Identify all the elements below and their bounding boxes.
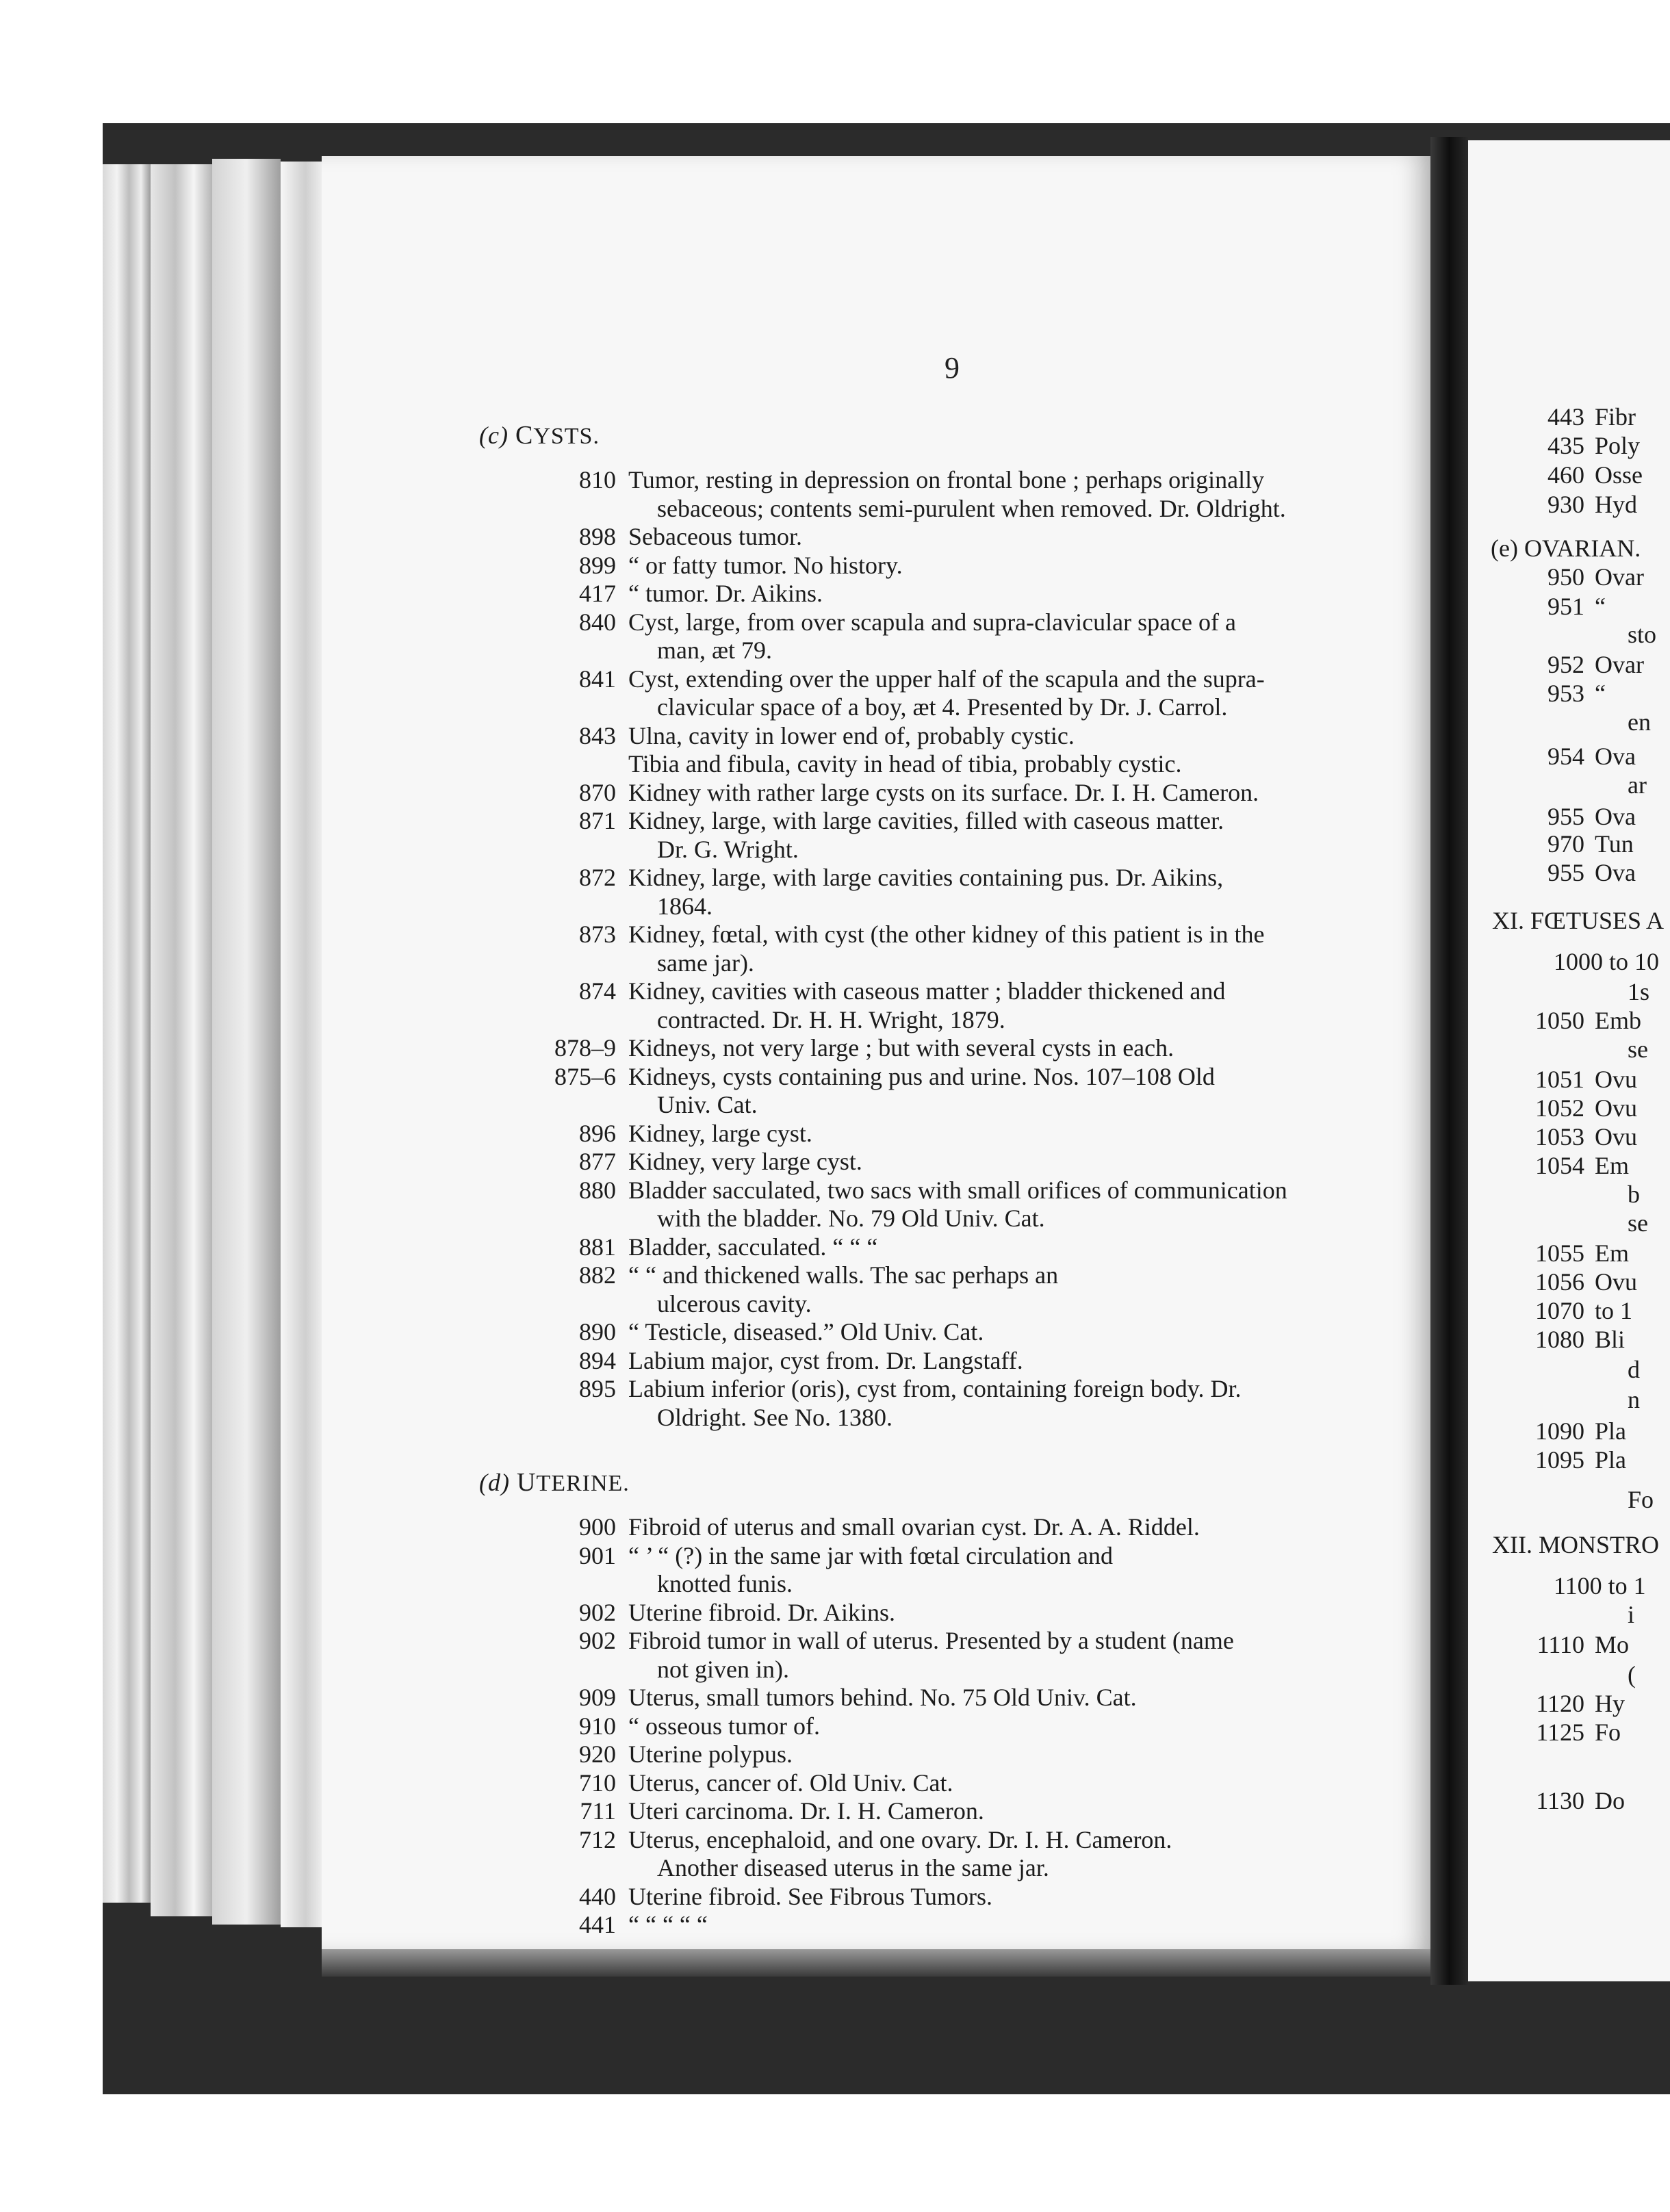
entry-number: 871: [579, 807, 616, 834]
right-entry-text: i: [1628, 1601, 1635, 1628]
entry-text: Kidney, fœtal, with cyst (the other kidney of this patient is in the: [628, 921, 1265, 948]
entry-text: Kidney, cavities with caseous matter ; bladder thickened and: [628, 977, 1226, 1005]
entry-text: Cyst, extending over the upper half of the scapula and the supra-: [628, 665, 1265, 693]
right-entry-text: Ovar: [1595, 651, 1644, 678]
entry-text: “ or fatty tumor. No history.: [628, 551, 903, 579]
entry-text: Kidneys, not very large ; but with several cysts in each.: [628, 1034, 1174, 1062]
entry-text: Sebaceous tumor.: [628, 523, 802, 550]
entry-text: with the bladder. No. 79 Old Univ. Cat.: [657, 1205, 1045, 1232]
entry-text: Kidney, large cyst.: [628, 1119, 812, 1147]
right-entry-number: 950: [1547, 563, 1584, 591]
right-entry-number: 1090: [1535, 1417, 1584, 1445]
entry-text: “ osseous tumor of.: [628, 1712, 820, 1740]
entry-number: 901: [579, 1541, 616, 1569]
entry-number: 920: [579, 1740, 616, 1768]
right-entry-text: Hy: [1595, 1690, 1625, 1717]
entry-text: clavicular space of a boy, æt 4. Presented by Dr. J. Carrol.: [657, 693, 1228, 721]
right-entry-text: Bli: [1595, 1326, 1626, 1353]
right-entry-number: 930: [1547, 491, 1584, 518]
right-entry-text: “: [1595, 593, 1606, 620]
entry-text: Fibroid of uterus and small ovarian cyst. Dr. A. A. Riddel.: [628, 1513, 1200, 1541]
entry-text: Labium inferior (oris), cyst from, containing foreign body. Dr.: [628, 1375, 1242, 1402]
entry-text: Tibia and fibula, cavity in head of tibia, probably cystic.: [628, 750, 1182, 777]
entry-number: 900: [579, 1513, 616, 1541]
entry-number: 843: [579, 721, 616, 749]
right-entry-number: 952: [1547, 651, 1584, 678]
entry-number: 882: [579, 1261, 616, 1289]
right-entry-number: 953: [1547, 680, 1584, 707]
right-entry-text: Fo: [1595, 1719, 1621, 1746]
right-entry-number: 1054: [1535, 1152, 1584, 1179]
entry-text: Bladder sacculated, two sacs with small orifices of communication: [628, 1176, 1287, 1204]
entry-number: 710: [579, 1769, 616, 1797]
right-entry-text: Em: [1595, 1239, 1629, 1267]
right-entry-number: 1050: [1535, 1007, 1584, 1034]
entry-text: Fibroid tumor in wall of uterus. Presented by a student (name: [628, 1627, 1234, 1654]
right-entry-text: Ovu: [1595, 1066, 1637, 1093]
entry-text: “ “ “ “ “: [628, 1911, 708, 1938]
right-entry-text: Fo: [1628, 1486, 1654, 1513]
entry-text: contracted. Dr. H. H. Wright, 1879.: [657, 1005, 1005, 1033]
entry-number: 902: [579, 1627, 616, 1654]
entry-text: Oldright. See No. 1380.: [657, 1403, 892, 1431]
right-entry-text: n: [1628, 1386, 1640, 1413]
right-entry-text: Ova: [1595, 743, 1636, 770]
entry-text: “ tumor. Dr. Aikins.: [628, 580, 823, 607]
entry-text: Kidney with rather large cysts on its surface. Dr. I. H. Cameron.: [628, 778, 1259, 806]
entry-text: knotted funis.: [657, 1570, 793, 1597]
entry-number: 841: [579, 665, 616, 693]
entry-number: 878–9: [554, 1034, 616, 1062]
entry-text: Dr. G. Wright.: [657, 835, 799, 863]
entry-text: Ulna, cavity in lower end of, probably cystic.: [628, 721, 1075, 749]
entry-number: 874: [579, 977, 616, 1005]
entry-text: Uterus, cancer of. Old Univ. Cat.: [628, 1769, 953, 1797]
right-entry-number: 1055: [1535, 1239, 1584, 1267]
entry-text: Tumor, resting in depression on frontal bone ; perhaps originally: [628, 466, 1265, 493]
section-letter: (c): [479, 422, 515, 449]
section-title-rest: YSTS.: [533, 424, 600, 449]
entry-number: 711: [580, 1797, 616, 1825]
right-entry-text: Do: [1595, 1787, 1625, 1814]
right-section-heading: XII. MONSTRO: [1492, 1531, 1660, 1558]
right-entry-number: 955: [1547, 803, 1584, 830]
entry-number: 902: [579, 1598, 616, 1626]
entry-text: Kidneys, cysts containing pus and urine. Nos. 107–108 Old: [628, 1062, 1215, 1090]
right-entry-text: (: [1628, 1661, 1636, 1688]
section-title-initial: U: [516, 1468, 537, 1497]
entry-text: “ ’ “ (?) in the same jar with fœtal circulation and: [628, 1541, 1114, 1569]
right-entry-text: Osse: [1595, 461, 1643, 489]
right-entry-number: 1125: [1536, 1719, 1584, 1746]
entry-number: 894: [579, 1346, 616, 1374]
section-title-rest: TERINE.: [536, 1471, 630, 1496]
right-entry-number: 435: [1547, 432, 1584, 459]
entry-text: Kidney, large, with large cavities, filled with caseous matter.: [628, 807, 1224, 834]
right-entry-number: 1000 to 10: [1554, 948, 1660, 975]
entry-number: 910: [579, 1712, 616, 1740]
entry-number: 417: [579, 580, 616, 607]
entry-number: 881: [579, 1233, 616, 1261]
entry-number: 441: [579, 1911, 616, 1938]
entry-text: 1864.: [657, 892, 712, 920]
entry-number: 810: [579, 466, 616, 493]
entry-text: Bladder, sacculated. “ “ “: [628, 1233, 878, 1261]
entry-text: Uterus, encephaloid, and one ovary. Dr. I. H. Cameron.: [628, 1825, 1172, 1853]
right-entry-number: 970: [1547, 830, 1584, 858]
right-entry-text: sto: [1628, 621, 1657, 648]
section-title-initial: C: [515, 421, 534, 450]
right-entry-text: se: [1628, 1036, 1648, 1063]
right-entry-text: Pla: [1595, 1446, 1627, 1474]
right-entry-number: 1053: [1535, 1123, 1584, 1150]
entry-number: 875–6: [554, 1062, 616, 1090]
right-entry-text: to 1: [1595, 1297, 1633, 1324]
right-entry-number: 954: [1547, 743, 1584, 770]
right-entry-number: 460: [1547, 461, 1584, 489]
entry-text: “ “ and thickened walls. The sac perhaps an: [628, 1261, 1059, 1289]
section-letter: (d): [479, 1469, 517, 1496]
entry-number: 899: [579, 551, 616, 579]
entry-text: Uterus, small tumors behind. No. 75 Old Univ. Cat.: [628, 1684, 1137, 1711]
entry-number: 840: [579, 608, 616, 636]
entry-number: 712: [579, 1825, 616, 1853]
right-entry-text: Emb: [1595, 1007, 1641, 1034]
entry-number: 898: [579, 523, 616, 550]
right-entry-text: Ovu: [1595, 1094, 1637, 1122]
entry-number: 896: [579, 1119, 616, 1147]
entry-number: 872: [579, 864, 616, 891]
right-entry-text: Ovu: [1595, 1268, 1637, 1296]
right-entry-number: 1052: [1535, 1094, 1584, 1122]
entry-text: Uterine fibroid. See Fibrous Tumors.: [628, 1882, 993, 1910]
right-section-heading: (e) OVARIAN.: [1491, 535, 1641, 562]
right-entry-text: en: [1628, 708, 1651, 736]
entry-number: 870: [579, 778, 616, 806]
right-entry-text: Ovu: [1595, 1123, 1637, 1150]
entry-number: 877: [579, 1148, 616, 1175]
entry-text: ulcerous cavity.: [657, 1289, 812, 1317]
right-entry-text: Em: [1595, 1152, 1629, 1179]
entry-text: Univ. Cat.: [657, 1091, 758, 1118]
entry-number: 909: [579, 1684, 616, 1711]
page-number: 9: [945, 351, 960, 385]
entry-text: Kidney, very large cyst.: [628, 1148, 862, 1175]
entry-text: “ Testicle, diseased.” Old Univ. Cat.: [628, 1318, 984, 1346]
right-entry-number: 1120: [1536, 1690, 1584, 1717]
entry-text: not given in).: [657, 1655, 789, 1683]
right-entry-text: Poly: [1595, 432, 1641, 459]
entry-text: Uterine fibroid. Dr. Aikins.: [628, 1598, 895, 1626]
right-entry-number: 1100 to 1: [1554, 1572, 1646, 1599]
entry-text: Labium major, cyst from. Dr. Langstaff.: [628, 1346, 1023, 1374]
right-entry-text: Ovar: [1595, 563, 1644, 591]
entry-text: Uterine polypus.: [628, 1740, 793, 1768]
entry-number: 890: [579, 1318, 616, 1346]
entry-text: Cyst, large, from over scapula and supra-clavicular space of a: [628, 608, 1236, 636]
right-entry-number: 951: [1547, 593, 1584, 620]
right-entry-text: b: [1628, 1181, 1640, 1208]
right-entry-text: Mo: [1595, 1631, 1630, 1658]
right-section-heading: XI. FŒTUSES A: [1492, 907, 1665, 934]
right-entry-text: Pla: [1595, 1417, 1627, 1445]
right-entry-text: “: [1595, 680, 1606, 707]
right-entry-text: Tun: [1595, 830, 1634, 858]
right-entry-number: 1080: [1535, 1326, 1584, 1353]
right-entry-number: 1130: [1536, 1787, 1584, 1814]
right-entry-text: 1s: [1628, 978, 1650, 1005]
entry-text: Another diseased uterus in the same jar.: [657, 1854, 1049, 1881]
right-entry-number: 955: [1547, 859, 1584, 886]
right-entry-text: ar: [1628, 771, 1647, 799]
right-entry-text: d: [1628, 1356, 1640, 1383]
entry-text: man, æt 79.: [657, 636, 772, 664]
entry-number: 440: [579, 1882, 616, 1910]
right-entry-text: Ova: [1595, 803, 1636, 830]
right-entry-number: 1070: [1535, 1297, 1584, 1324]
right-entry-number: 443: [1547, 403, 1584, 430]
right-entry-number: 1110: [1537, 1631, 1584, 1658]
right-entry-text: se: [1628, 1209, 1648, 1237]
right-entry-number: 1051: [1535, 1066, 1584, 1093]
entry-text: same jar).: [657, 949, 754, 977]
right-entry-number: 1095: [1535, 1446, 1584, 1474]
entry-number: 873: [579, 921, 616, 948]
entry-text: Uteri carcinoma. Dr. I. H. Cameron.: [628, 1797, 984, 1825]
right-entry-text: Fibr: [1595, 403, 1636, 430]
right-entry-number: 1056: [1535, 1268, 1584, 1296]
right-entry-text: Ova: [1595, 859, 1636, 886]
entry-number: 880: [579, 1176, 616, 1204]
entry-number: 895: [579, 1375, 616, 1402]
entry-text: Kidney, large, with large cavities containing pus. Dr. Aikins,: [628, 864, 1224, 891]
entry-text: sebaceous; contents semi-purulent when removed. Dr. Oldright.: [657, 494, 1286, 522]
right-entry-text: Hyd: [1595, 491, 1637, 518]
